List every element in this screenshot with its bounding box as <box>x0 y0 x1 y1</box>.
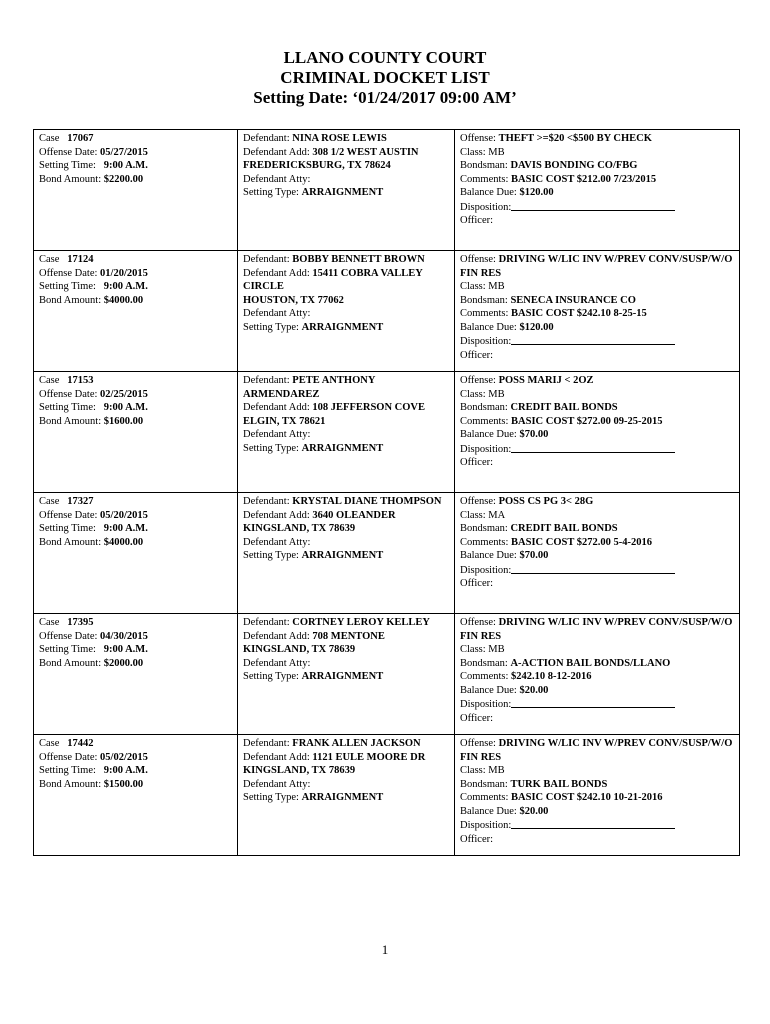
balance-due: Balance Due: $20.00 <box>460 805 549 817</box>
list-name: CRIMINAL DOCKET LIST <box>280 68 490 87</box>
offense-cell <box>455 251 740 372</box>
offense-class: Class: MB <box>460 281 505 292</box>
defendant-cell <box>238 130 455 251</box>
bond-amount: Bond Amount: $1500.00 <box>39 778 144 790</box>
bond-amount: Bond Amount: $4000.00 <box>39 536 144 548</box>
setting-time: Setting Time: 9:00 A.M. <box>39 765 148 776</box>
case-number: Case 17153 <box>39 375 94 386</box>
comments: Comments: BASIC COST $242.10 8-25-15 <box>460 308 647 319</box>
case-number: Case 17395 <box>39 617 94 628</box>
defendant-city: KINGSLAND, TX 78639 <box>243 523 356 534</box>
disposition: Disposition: <box>460 334 734 349</box>
offense-class: Class: MB <box>460 644 505 655</box>
case-number: Case 17442 <box>39 738 94 749</box>
balance-due: Balance Due: $20.00 <box>460 684 549 696</box>
offense-date: Offense Date: 05/02/2015 <box>39 751 148 763</box>
case-row <box>34 251 740 372</box>
defendant-name: Defendant: FRANK ALLEN JACKSON <box>243 738 421 749</box>
case-info-cell <box>34 493 238 614</box>
setting-type: Setting Type: ARRAIGNMENT <box>243 550 384 561</box>
bond-amount: Bond Amount: $4000.00 <box>39 294 144 306</box>
offense: Offense: DRIVING W/LIC INV W/PREV CONV/SUSP/W/O FIN RES <box>460 254 733 279</box>
bondsman: Bondsman: CREDIT BAIL BONDS <box>460 402 618 413</box>
defendant-cell <box>238 614 455 735</box>
offense-class: Class: MB <box>460 388 505 400</box>
case-row <box>34 372 740 493</box>
defendant-name: Defendant: CORTNEY LEROY KELLEY <box>243 617 430 628</box>
defendant-cell <box>238 493 455 614</box>
offense-cell <box>455 735 740 856</box>
balance-due: Balance Due: $70.00 <box>460 550 549 561</box>
setting-time: Setting Time: 9:00 A.M. <box>39 281 148 292</box>
disposition: Disposition: <box>460 200 734 215</box>
case-number: Case 17124 <box>39 254 94 265</box>
bond-amount: Bond Amount: $2000.00 <box>39 657 144 669</box>
disposition: Disposition: <box>460 563 734 578</box>
officer: Officer: <box>460 578 494 589</box>
defendant-name: Defendant: NINA ROSE LEWIS <box>243 133 387 144</box>
comments: Comments: BASIC COST $272.00 09-25-2015 <box>460 415 663 427</box>
disposition-blank <box>511 563 675 574</box>
offense-cell <box>455 493 740 614</box>
offense-class: Class: MB <box>460 146 505 158</box>
defendant-address: Defendant Add: 708 MENTONE <box>243 630 385 642</box>
disposition-blank <box>511 697 675 708</box>
defendant-name: Defendant: BOBBY BENNETT BROWN <box>243 254 425 265</box>
defendant-city: KINGSLAND, TX 78639 <box>243 765 356 776</box>
court-name: LLANO COUNTY COURT <box>283 48 487 67</box>
defendant-cell <box>238 372 455 493</box>
offense: Offense: THEFT >=$20 <$500 BY CHECK <box>460 133 652 144</box>
bondsman: Bondsman: TURK BAIL BONDS <box>460 778 608 790</box>
balance-due: Balance Due: $120.00 <box>460 187 554 198</box>
disposition-blank <box>511 200 675 211</box>
defendant-address: Defendant Add: 15411 COBRA VALLEY CIRCLE <box>243 267 423 292</box>
setting-time: Setting Time: 9:00 A.M. <box>39 523 148 534</box>
bond-amount: Bond Amount: $2200.00 <box>39 173 144 185</box>
comments: Comments: BASIC COST $242.10 10-21-2016 <box>460 792 663 803</box>
comments: Comments: $242.10 8-12-2016 <box>460 671 592 682</box>
disposition-blank <box>511 442 675 453</box>
page-number: 1 <box>381 942 389 957</box>
defendant-atty: Defendant Atty: <box>243 657 311 669</box>
case-info-cell <box>34 130 238 251</box>
setting-time: Setting Time: 9:00 A.M. <box>39 402 148 413</box>
officer: Officer: <box>460 833 494 845</box>
offense: Offense: DRIVING W/LIC INV W/PREV CONV/SUSP/W/O FIN RES <box>460 738 733 763</box>
disposition: Disposition: <box>460 697 734 712</box>
disposition-blank <box>511 334 675 345</box>
defendant-address: Defendant Add: 108 JEFFERSON COVE <box>243 402 425 413</box>
offense: Offense: POSS MARIJ < 2OZ <box>460 375 594 386</box>
setting-type: Setting Type: ARRAIGNMENT <box>243 792 384 803</box>
defendant-atty: Defendant Atty: <box>243 429 311 440</box>
defendant-atty: Defendant Atty: <box>243 173 311 185</box>
case-info-cell <box>34 735 238 856</box>
case-row <box>34 614 740 735</box>
defendant-cell <box>238 251 455 372</box>
offense-cell <box>455 372 740 493</box>
setting-type: Setting Type: ARRAIGNMENT <box>243 671 384 682</box>
bond-amount: Bond Amount: $1600.00 <box>39 415 144 427</box>
page-title <box>0 48 770 108</box>
offense-date: Offense Date: 05/20/2015 <box>39 509 148 521</box>
setting-date: Setting Date: ‘01/24/2017 09:00 AM’ <box>253 88 517 107</box>
offense-date: Offense Date: 02/25/2015 <box>39 388 148 400</box>
officer: Officer: <box>460 215 494 226</box>
defendant-atty: Defendant Atty: <box>243 778 311 790</box>
offense-class: Class: MA <box>460 509 506 521</box>
setting-type: Setting Type: ARRAIGNMENT <box>243 187 384 198</box>
balance-due: Balance Due: $70.00 <box>460 429 549 440</box>
setting-type: Setting Type: ARRAIGNMENT <box>243 321 384 333</box>
case-info-cell <box>34 614 238 735</box>
officer: Officer: <box>460 457 494 468</box>
docket-body <box>34 130 740 856</box>
defendant-name: Defendant: KRYSTAL DIANE THOMPSON <box>243 496 442 507</box>
defendant-city: HOUSTON, TX 77062 <box>243 294 344 306</box>
disposition-blank <box>511 818 675 829</box>
defendant-city: FREDERICKSBURG, TX 78624 <box>243 160 391 171</box>
bondsman: Bondsman: DAVIS BONDING CO/FBG <box>460 160 638 171</box>
case-info-cell <box>34 372 238 493</box>
defendant-atty: Defendant Atty: <box>243 536 311 548</box>
offense-date: Offense Date: 05/27/2015 <box>39 146 148 158</box>
defendant-city: ELGIN, TX 78621 <box>243 415 326 427</box>
defendant-atty: Defendant Atty: <box>243 308 311 319</box>
offense-date: Offense Date: 04/30/2015 <box>39 630 148 642</box>
disposition: Disposition: <box>460 442 734 457</box>
offense-date: Offense Date: 01/20/2015 <box>39 267 148 279</box>
defendant-address: Defendant Add: 3640 OLEANDER <box>243 509 396 521</box>
defendant-cell <box>238 735 455 856</box>
balance-due: Balance Due: $120.00 <box>460 321 554 333</box>
bondsman: Bondsman: A-ACTION BAIL BONDS/LLANO <box>460 657 671 669</box>
case-info-cell <box>34 251 238 372</box>
case-row <box>34 735 740 856</box>
officer: Officer: <box>460 349 494 361</box>
bondsman: Bondsman: CREDIT BAIL BONDS <box>460 523 618 534</box>
disposition: Disposition: <box>460 818 734 833</box>
officer: Officer: <box>460 712 494 724</box>
docket-table <box>33 129 740 856</box>
defendant-name: Defendant: PETE ANTHONY ARMENDAREZ <box>243 375 376 400</box>
comments: Comments: BASIC COST $272.00 5-4-2016 <box>460 536 653 548</box>
defendant-address: Defendant Add: 308 1/2 WEST AUSTIN <box>243 146 419 158</box>
defendant-address: Defendant Add: 1121 EULE MOORE DR <box>243 751 426 763</box>
setting-type: Setting Type: ARRAIGNMENT <box>243 442 384 454</box>
offense-cell <box>455 614 740 735</box>
bondsman: Bondsman: SENECA INSURANCE CO <box>460 294 636 306</box>
offense: Offense: DRIVING W/LIC INV W/PREV CONV/SUSP/W/O FIN RES <box>460 617 733 642</box>
case-row <box>34 130 740 251</box>
offense: Offense: POSS CS PG 3< 28G <box>460 496 594 507</box>
case-number: Case 17067 <box>39 133 94 144</box>
comments: Comments: BASIC COST $212.00 7/23/2015 <box>460 173 657 185</box>
offense-class: Class: MB <box>460 765 505 776</box>
case-row <box>34 493 740 614</box>
case-number: Case 17327 <box>39 496 94 507</box>
setting-time: Setting Time: 9:00 A.M. <box>39 644 148 655</box>
setting-time: Setting Time: 9:00 A.M. <box>39 160 148 171</box>
offense-cell <box>455 130 740 251</box>
defendant-city: KINGSLAND, TX 78639 <box>243 644 356 655</box>
